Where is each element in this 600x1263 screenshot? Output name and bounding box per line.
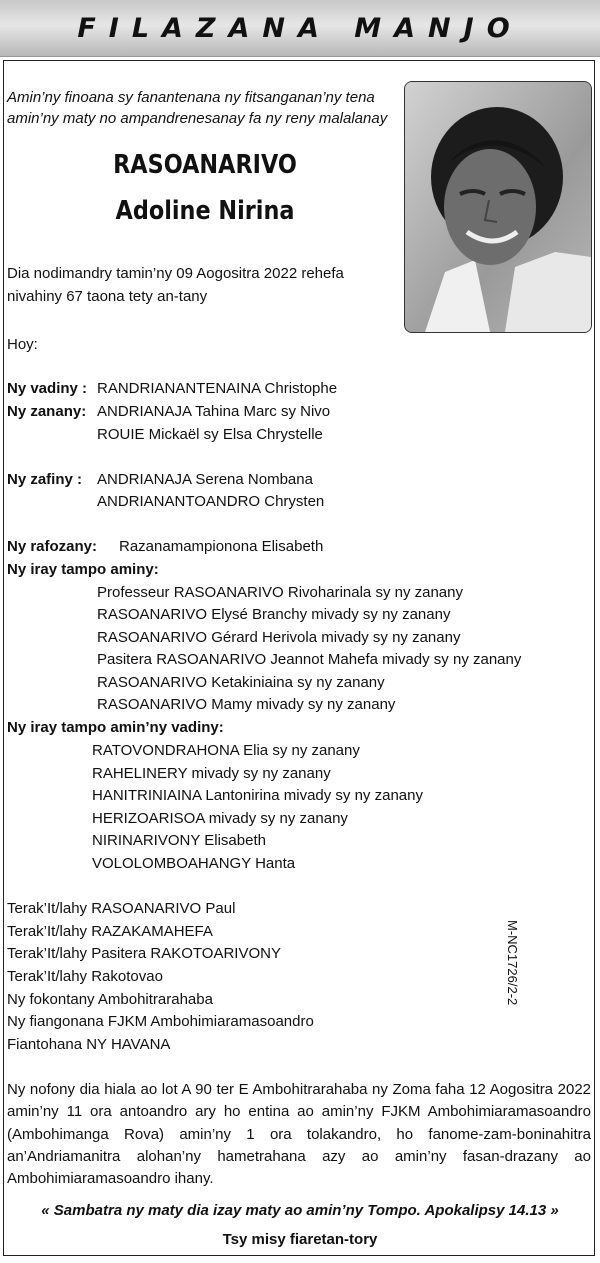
header-banner [0,0,600,57]
husband-siblings-label: Ny iray tampo amin’ny vadiny: [7,719,224,736]
in-law-label: Ny rafozany: [7,538,98,555]
sibling-name: Professeur RASOANARIVO Rivoharinala sy ny zanany [97,584,463,601]
other-mourner: Terak’It/lahy Rakotovao [7,968,163,985]
sibling-name: RASOANARIVO Ketakiniaina sy ny zanany [97,674,385,691]
other-mourner: Terak’It/lahy RASOANARIVO Paul [7,900,236,917]
deceased-surname: RASOANARIVO [113,150,297,180]
child-name: ROUIE Mickaël sy Elsa Chrystelle [97,426,323,443]
bible-quote: « Sambatra ny maty dia izay maty ao amin’ny Tompo. Apokalipsy 14.13 » [41,1202,559,1219]
grandchild-name: ANDRIANANTOANDRO Chrysten [97,493,325,510]
child-name: ANDRIANAJA Tahina Marc sy Nivo [97,403,331,420]
death-notice-line: Dia nodimandry tamin’ny 09 Aogositra 2022 rehefa [7,265,344,282]
husband-sibling-name: HERIZOARISOA mivady sy ny zanany [92,810,348,827]
husband-sibling-name: HANITRINIAINA Lantonirina mivady sy ny zanany [92,787,423,804]
portrait-photo [404,81,592,333]
portrait-image [405,82,591,332]
husband-label: Ny vadiny : [7,380,88,397]
siblings-label: Ny iray tampo aminy: [7,561,159,578]
intro-line: Amin’ny finoana sy fanantenana ny fitsanganan’ny tena [7,89,375,106]
other-mourner: Fiantohana NY HAVANA [7,1036,171,1053]
page-title: FILAZANA MANJO [77,12,523,44]
in-law-name: Razanamampionona Elisabeth [119,538,324,555]
intro-line: amin’ny maty no ampandrenesanay fa ny reny malalanay [7,110,388,127]
reference-code: M-NC1726/2-2 [505,920,520,1006]
intro-text [7,87,407,129]
grandchild-name: ANDRIANAJA Serena Nombana [97,471,313,488]
other-mourner: Ny fokontany Ambohitrarahaba [7,991,213,1008]
husband-sibling-name: VOLOLOMBOAHANGY Hanta [92,855,296,872]
grandchildren-label: Ny zafiny : [7,471,83,488]
sibling-name: Pasitera RASOANARIVO Jeannot Mahefa mivady sy ny zanany [97,651,522,668]
footer-note: Tsy misy fiaretan-tory [222,1231,378,1248]
husband-name: RANDRIANANTENAINA Christophe [97,380,338,397]
children-label: Ny zanany: [7,403,87,420]
death-notice-line: nivahiny 67 taona tety an-tany [7,288,208,305]
funeral-details: Ny nofony dia hiala ao lot A 90 ter E Ambohitrarahaba ny Zoma faha 12 Aogositra 2022 amin’ny 11 ora antoandro ary ho entina ao amin’ny FJKM Ambohimiaramasoandro (Ambohimanga Rova) amin’ny 1 ora tolakandro, ho fanome-zam-boninahitra an’Andriamanitra alohan’ny hametrahana azy ao amin’ny fasan-drazany ao Ambohimiaramasoandro ihany. [7,1081,591,1188]
sibling-name: RASOANARIVO Mamy mivady sy ny zanany [97,696,396,713]
other-mourner: Ny fiangonana FJKM Ambohimiaramasoandro [7,1013,314,1030]
hoy-label: Hoy: [7,336,38,353]
other-mourner: Terak’It/lahy Pasitera RAKOTOARIVONY [7,945,281,962]
husband-sibling-name: NIRINARIVONY Elisabeth [92,832,266,849]
other-mourner: Terak’It/lahy RAZAKAMAHEFA [7,923,213,940]
sibling-name: RASOANARIVO Gérard Herivola mivady sy ny zanany [97,629,461,646]
sibling-name: RASOANARIVO Elysé Branchy mivady sy ny zanany [97,606,451,623]
deceased-given-names: Adoline Nirina [115,196,295,226]
husband-sibling-name: RATOVONDRAHONA Elia sy ny zanany [92,742,360,759]
husband-sibling-name: RAHELINERY mivady sy ny zanany [92,765,331,782]
